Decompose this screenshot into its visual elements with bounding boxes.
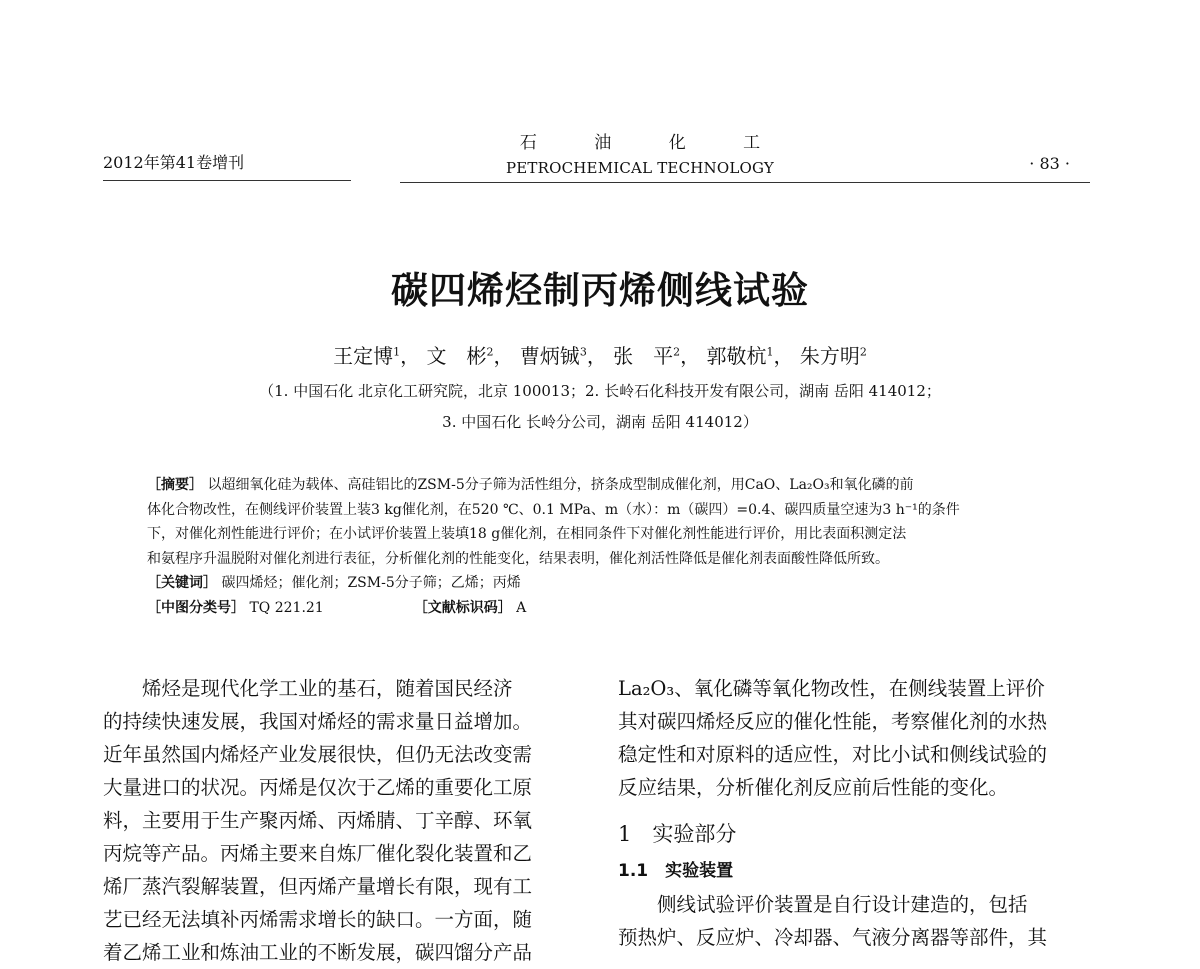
header-rule-center bbox=[400, 182, 800, 183]
doc-code-label: ［文献标识码］ bbox=[413, 599, 512, 616]
subsection-heading: 1.1 实验装置 bbox=[618, 861, 734, 881]
abstract-block bbox=[147, 473, 1052, 620]
body-line: 烯烃是现代化学工业的基石，随着国民经济 bbox=[142, 677, 513, 700]
body-line: 着乙烯工业和炼油工业的不断发展，碳四馏分产品 bbox=[103, 941, 533, 964]
author-name: 郭敬杭 bbox=[706, 344, 767, 368]
body-line: 艺已经无法填补丙烯需求增长的缺口。一方面，随 bbox=[103, 908, 533, 931]
journal-issue: 2012年第41卷增刊 bbox=[103, 153, 245, 172]
body-line: 其对碳四烯烃反应的催化性能，考察催化剂的水热 bbox=[618, 710, 1048, 733]
journal-name-en: PETROCHEMICAL TECHNOLOGY bbox=[505, 159, 775, 177]
body-column-left bbox=[103, 672, 575, 969]
body-line: 稳定性和对原料的适应性，对比小试和侧线试验的 bbox=[618, 743, 1048, 766]
doc-code-value: A bbox=[516, 599, 527, 616]
body-line: 料，主要用于生产聚丙烯、丙烯腈、丁辛醇、环氧 bbox=[103, 809, 533, 832]
author-name: 曹炳铖 bbox=[519, 344, 580, 368]
abstract-line: 下，对催化剂性能进行评价；在小试评价装置上装填18 g催化剂，在相同条件下对催化剂性能进行评价，用比表面积测定法 bbox=[147, 526, 907, 542]
header-rule-right bbox=[790, 182, 1090, 183]
body-column-right bbox=[618, 672, 1093, 954]
abstract-line: 体化合物改性，在侧线评价装置上装3 kg催化剂，在520 ℃、0.1 MPa、m（水）：m（碳四）=0.4、碳四质量空速为3 h⁻¹的条件 bbox=[147, 501, 960, 518]
author-name: 朱方明 bbox=[799, 344, 860, 368]
body-line: 反应结果，分析催化剂反应前后性能的变化。 bbox=[618, 776, 1009, 799]
author-list: 王定博$^1$， 文 彬$^2$， 曹炳铖$^3$， 张 平$^2$， 郭敬杭$^1$， 朱方明$^2$ bbox=[333, 344, 867, 368]
journal-name-cn: 石 油 化 工 bbox=[519, 133, 787, 153]
body-line: 烯厂蒸汽裂解装置，但丙烯产量增长有限，现有工 bbox=[103, 875, 533, 898]
classification-value: TQ 221.21 bbox=[249, 599, 324, 616]
paper-title: 碳四烯烃制丙烯侧线试验 bbox=[391, 269, 809, 312]
section-heading: 1 实验部分 bbox=[618, 822, 737, 846]
journal-header bbox=[400, 128, 880, 177]
author-affiliation-mark: 2 bbox=[859, 345, 867, 359]
author-affiliation-mark: 3 bbox=[579, 345, 587, 359]
author-name: 王定博 bbox=[333, 344, 394, 368]
header-rule-left bbox=[103, 180, 351, 181]
abstract-text: 以超细氧化硅为载体、高硅铝比的ZSM-5分子筛为活性组分，挤条成型制成催化剂，用CaO、La₂O₃和氧化磷的前 bbox=[207, 477, 914, 493]
author-name: 文 彬 bbox=[426, 344, 487, 368]
keywords-line bbox=[147, 571, 1052, 596]
abstract-line bbox=[147, 473, 1052, 498]
author-affiliation-mark: 2 bbox=[673, 345, 681, 359]
author-affiliation-mark: 2 bbox=[486, 345, 494, 359]
author-name: 张 平 bbox=[613, 344, 674, 368]
keywords-label: ［关键词］ bbox=[147, 575, 217, 591]
body-line: 丙烷等产品。丙烯主要来自炼厂催化裂化装置和乙 bbox=[103, 842, 533, 865]
abstract-label: ［摘要］ bbox=[147, 477, 203, 493]
affiliation-line: （1. 中国石化 北京化工研究院，北京 100013；2. 长岭石化科技开发有限公司，湖南 岳阳 414012； bbox=[259, 382, 941, 400]
body-line: 预热炉、反应炉、冷却器、气液分离器等部件，其 bbox=[618, 926, 1048, 949]
abstract-line: 和氨程序升温脱附对催化剂进行表征，分析催化剂的性能变化，结果表明，催化剂活性降低是催化剂表面酸性降低所致。 bbox=[147, 550, 889, 567]
author-affiliation-mark: 1 bbox=[393, 345, 401, 359]
body-line: 侧线试验评价装置是自行设计建造的，包括 bbox=[657, 893, 1028, 916]
author-affiliation-mark: 1 bbox=[766, 345, 774, 359]
body-line: 大量进口的状况。丙烯是仅次于乙烯的重要化工原 bbox=[103, 776, 533, 799]
classification-label: ［中图分类号］ bbox=[147, 599, 245, 616]
body-line: 近年虽然国内烯烃产业发展很快，但仍无法改变需 bbox=[103, 743, 533, 766]
affiliation-line: 3. 中国石化 长岭分公司，湖南 岳阳 414012） bbox=[442, 413, 758, 431]
body-line: 的持续快速发展，我国对烯烃的需求量日益增加。 bbox=[103, 710, 533, 733]
page-number: · 83 · bbox=[1029, 154, 1070, 173]
keywords-value: 碳四烯烃；催化剂；ZSM-5分子筛；乙烯；丙烯 bbox=[221, 575, 521, 591]
classification-line bbox=[147, 596, 1052, 621]
body-line: La₂O₃、氧化磷等氧化物改性，在侧线装置上评价 bbox=[618, 677, 1045, 700]
